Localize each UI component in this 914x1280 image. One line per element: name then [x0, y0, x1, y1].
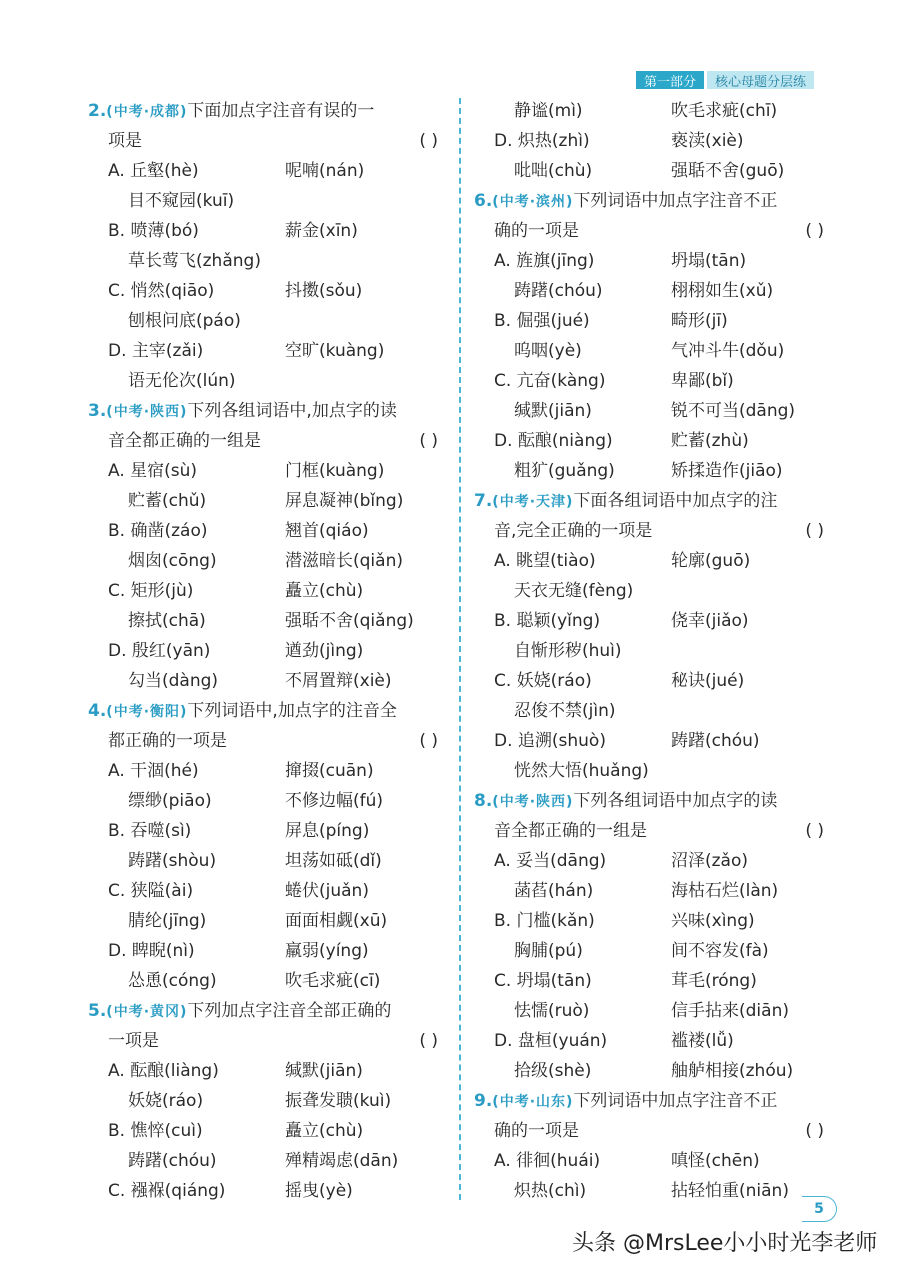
question-stem: 下列词语中加点字注音不正 — [573, 1091, 778, 1111]
option-row — [474, 846, 834, 876]
question-source: (中考·衡阳) — [106, 704, 188, 720]
option-word: 海枯石烂(làn) — [671, 881, 779, 901]
option-word: 贮蓄(chǔ) — [128, 491, 207, 511]
option-row — [474, 276, 834, 306]
option-word: 抖擞(sǒu) — [285, 281, 363, 301]
option-row — [88, 546, 448, 576]
section-header — [636, 70, 826, 90]
option-word: 自惭形秽(huì) — [514, 641, 622, 661]
option-row — [474, 966, 834, 996]
option-word: 吡咄(chù) — [514, 161, 593, 181]
question-number: 8. — [474, 791, 493, 811]
option-row — [88, 786, 448, 816]
option-word: A. 酝酿(liàng) — [108, 1061, 219, 1081]
option-row — [474, 426, 834, 456]
option-word: C. 悄然(qiāo) — [108, 281, 215, 301]
option-row — [474, 876, 834, 906]
option-word: 矫揉造作(jiāo) — [671, 461, 783, 481]
option-word: D. 盘桓(yuán) — [494, 1031, 608, 1051]
option-row — [88, 1146, 448, 1176]
question-stem-line — [474, 816, 834, 846]
option-row — [88, 1116, 448, 1146]
question-stem-line — [88, 96, 448, 126]
option-word: 缥缈(piāo) — [128, 791, 212, 811]
option-word: A. 干涸(hé) — [108, 761, 199, 781]
question-stem-line — [474, 186, 834, 216]
option-word: 蜷伏(juǎn) — [285, 881, 369, 901]
option-row — [88, 306, 448, 336]
question-9 — [474, 1086, 834, 1206]
option-word: 腈纶(jīng) — [128, 911, 207, 931]
option-row — [474, 696, 834, 726]
option-word: 薪金(xīn) — [285, 221, 358, 241]
question-stem: 下列加点字注音全部正确的 — [187, 1001, 392, 1021]
question-stem: 下列各组词语中,加点字的读 — [187, 401, 397, 421]
option-word: A. 星宿(sù) — [108, 461, 198, 481]
page-number: 5 — [802, 1196, 837, 1222]
question-stem: 下列各组词语中加点字的读 — [573, 791, 778, 811]
option-word: 屏息(píng) — [285, 821, 370, 841]
option-word: C. 狭隘(ài) — [108, 881, 194, 901]
question-stem-line — [474, 216, 834, 246]
option-row — [88, 336, 448, 366]
option-row — [88, 516, 448, 546]
option-word: 面面相觑(xū) — [285, 911, 388, 931]
question-stem-line — [88, 726, 448, 756]
option-word: 畸形(jī) — [671, 311, 728, 331]
option-word: B. 倔强(jué) — [494, 311, 590, 331]
question-3 — [88, 396, 448, 696]
question-stem: 下面各组词语中加点字的注 — [573, 491, 778, 511]
question-stem-cont: 都正确的一项是 — [108, 731, 227, 751]
option-row — [474, 126, 834, 156]
option-word: D. 殷红(yān) — [108, 641, 211, 661]
option-word: 气冲斗牛(dǒu) — [671, 341, 785, 361]
question-5 — [88, 996, 448, 1206]
option-word: 轮廓(guō) — [671, 551, 751, 571]
option-word: 沼泽(zǎo) — [671, 851, 749, 871]
answer-blank: ( ) — [419, 731, 438, 751]
question-stem-line — [88, 1026, 448, 1056]
option-row — [474, 726, 834, 756]
answer-blank: ( ) — [805, 521, 824, 541]
option-word: 振聋发聩(kuì) — [285, 1091, 392, 1111]
question-stem: 下列词语中加点字注音不正 — [573, 191, 778, 211]
question-stem-line — [474, 516, 834, 546]
option-word: 吹毛求疵(cī) — [285, 971, 381, 991]
question-number: 5. — [88, 1001, 107, 1021]
option-word: 不修边幅(fú) — [285, 791, 384, 811]
option-word: 潜滋暗长(qiǎn) — [285, 551, 403, 571]
option-word: A. 眺望(tiào) — [494, 551, 596, 571]
option-row — [88, 186, 448, 216]
question-stem-line — [474, 1086, 834, 1116]
option-word: 胸脯(pú) — [514, 941, 583, 961]
option-word: 静谧(mì) — [514, 101, 583, 121]
option-row — [88, 456, 448, 486]
option-row — [474, 366, 834, 396]
option-word: 拈轻怕重(niān) — [671, 1181, 789, 1201]
option-row — [88, 906, 448, 936]
option-word: A. 丘壑(hè) — [108, 161, 199, 181]
option-word: 殚精竭虑(dān) — [285, 1151, 399, 1171]
option-word: 强聒不舍(guō) — [671, 161, 785, 181]
option-word: 坍塌(tān) — [671, 251, 747, 271]
option-word: 烟囱(cōng) — [128, 551, 217, 571]
option-word: 强聒不舍(qiǎng) — [285, 611, 414, 631]
option-word: 吹毛求疵(chī) — [671, 101, 778, 121]
question-source: (中考·陕西) — [106, 404, 188, 420]
option-word: 缄默(jiān) — [285, 1061, 363, 1081]
question-stem-cont: 项是 — [108, 131, 142, 151]
option-row — [88, 1086, 448, 1116]
question-source: (中考·成都) — [106, 104, 188, 120]
right-column — [474, 96, 834, 1206]
option-row — [474, 246, 834, 276]
option-word: 缄默(jiān) — [514, 401, 592, 421]
question-6 — [474, 186, 834, 486]
option-word: 信手拈来(diān) — [671, 1001, 789, 1021]
question-stem-cont: 音全都正确的一组是 — [494, 821, 647, 841]
option-word: A. 旌旗(jīng) — [494, 251, 595, 271]
option-word: 菡萏(hán) — [514, 881, 594, 901]
option-row — [88, 366, 448, 396]
question-source: (中考·黄冈) — [106, 1004, 188, 1020]
question-stem: 下列词语中,加点字的注音全 — [187, 701, 397, 721]
option-word: 亵渎(xiè) — [671, 131, 744, 151]
option-row — [474, 336, 834, 366]
option-row — [474, 1026, 834, 1056]
option-word: C. 亢奋(kàng) — [494, 371, 606, 391]
option-word: 刨根问底(páo) — [128, 311, 241, 331]
option-word: C. 矩形(jù) — [108, 581, 194, 601]
option-word: 撺掇(cuān) — [285, 761, 374, 781]
option-row — [88, 606, 448, 636]
option-word: 草长莺飞(zhǎng) — [128, 251, 261, 271]
option-row — [474, 666, 834, 696]
option-word: 间不容发(fà) — [671, 941, 769, 961]
option-row — [88, 846, 448, 876]
option-row — [88, 1176, 448, 1206]
option-word: 目不窥园(kuī) — [128, 191, 235, 211]
option-word: 屏息凝神(bǐng) — [285, 491, 404, 511]
question-source: (中考·天津) — [492, 494, 574, 510]
option-row — [474, 1176, 834, 1206]
question-stem-line — [88, 696, 448, 726]
option-word: A. 妥当(dāng) — [494, 851, 607, 871]
question-4 — [88, 696, 448, 996]
question-7 — [474, 486, 834, 786]
question-stem-cont: 确的一项是 — [494, 1121, 579, 1141]
option-word: 坦荡如砥(dǐ) — [285, 851, 382, 871]
option-row — [474, 96, 834, 126]
option-word: 踌躇(chóu) — [671, 731, 760, 751]
option-row — [474, 576, 834, 606]
option-word: 矗立(chù) — [285, 581, 364, 601]
option-word: 嗔怪(chēn) — [671, 1151, 760, 1171]
option-word: B. 吞噬(sì) — [108, 821, 192, 841]
option-word: A. 徘徊(huái) — [494, 1151, 601, 1171]
option-word: 踌躇(chóu) — [128, 1151, 217, 1171]
option-word: C. 妖娆(ráo) — [494, 671, 592, 691]
answer-blank: ( ) — [805, 1121, 824, 1141]
question-stem-cont: 音,完全正确的一项是 — [494, 521, 653, 541]
option-word: D. 酝酿(niàng) — [494, 431, 613, 451]
option-word: 卑鄙(bǐ) — [671, 371, 734, 391]
option-word: D. 炽热(zhì) — [494, 131, 590, 151]
option-row — [88, 576, 448, 606]
option-row — [88, 486, 448, 516]
question-stem-line — [88, 126, 448, 156]
option-word: 羸弱(yíng) — [285, 941, 369, 961]
option-word: 栩栩如生(xǔ) — [671, 281, 774, 301]
watermark: 头条 @MrsLee小小时光李老师 — [572, 1231, 878, 1256]
question-number: 6. — [474, 191, 493, 211]
option-word: 怂恿(cóng) — [128, 971, 217, 991]
option-word: B. 门槛(kǎn) — [494, 911, 595, 931]
option-row — [474, 606, 834, 636]
option-word: 茸毛(róng) — [671, 971, 757, 991]
option-word: 侥幸(jiǎo) — [671, 611, 749, 631]
question-number: 9. — [474, 1091, 493, 1111]
option-word: 踌躇(chóu) — [514, 281, 603, 301]
option-row — [88, 966, 448, 996]
option-row — [88, 636, 448, 666]
question-stem: 下面加点字注音有误的一 — [187, 101, 375, 121]
question-stem-cont: 一项是 — [108, 1031, 159, 1051]
option-row — [88, 666, 448, 696]
question-source: (中考·滨州) — [492, 194, 574, 210]
option-row — [474, 936, 834, 966]
option-row — [474, 1056, 834, 1086]
question-number: 4. — [88, 701, 107, 721]
question-stem-cont: 确的一项是 — [494, 221, 579, 241]
option-row — [474, 396, 834, 426]
answer-blank: ( ) — [805, 221, 824, 241]
option-word: 门框(kuàng) — [285, 461, 385, 481]
option-word: 勾当(dàng) — [128, 671, 219, 691]
question-2 — [88, 96, 448, 396]
option-word: 语无伦次(lún) — [128, 371, 236, 391]
option-row — [88, 756, 448, 786]
option-word: 兴味(xìng) — [671, 911, 755, 931]
option-word: B. 憔悴(cuì) — [108, 1121, 203, 1141]
option-word: 炽热(chì) — [514, 1181, 587, 1201]
option-word: 遒劲(jìng) — [285, 641, 364, 661]
option-word: 空旷(kuàng) — [285, 341, 385, 361]
option-word: 忍俊不禁(jìn) — [514, 701, 616, 721]
option-row — [474, 456, 834, 486]
option-word: B. 聪颖(yǐng) — [494, 611, 601, 631]
column-divider — [459, 98, 461, 1200]
question-stem-line — [474, 486, 834, 516]
question-number: 7. — [474, 491, 493, 511]
question-stem-cont: 音全都正确的一组是 — [108, 431, 261, 451]
header-part-label: 第一部分 — [636, 71, 704, 89]
option-row — [88, 876, 448, 906]
option-word: C. 坍塌(tān) — [494, 971, 592, 991]
option-row — [474, 156, 834, 186]
question-number: 3. — [88, 401, 107, 421]
option-word: 擦拭(chā) — [128, 611, 206, 631]
option-row — [88, 156, 448, 186]
option-row — [88, 1056, 448, 1086]
option-row — [88, 216, 448, 246]
question-8 — [474, 786, 834, 1086]
answer-blank: ( ) — [805, 821, 824, 841]
question-stem-line — [88, 426, 448, 456]
option-word: 褴褛(lǚ) — [671, 1031, 734, 1051]
option-word: 天衣无缝(fèng) — [514, 581, 634, 601]
option-word: 锐不可当(dāng) — [671, 401, 796, 421]
header-section-label: 核心母题分层练 — [707, 71, 814, 89]
option-word: 秘诀(jué) — [671, 671, 745, 691]
option-row — [88, 276, 448, 306]
answer-blank: ( ) — [419, 131, 438, 151]
option-row — [474, 1146, 834, 1176]
option-word: 贮蓄(zhù) — [671, 431, 749, 451]
option-word: 不屑置辩(xiè) — [285, 671, 392, 691]
option-word: B. 确凿(záo) — [108, 521, 208, 541]
option-word: 踌躇(shòu) — [128, 851, 217, 871]
option-row — [88, 816, 448, 846]
question-number: 2. — [88, 101, 107, 121]
option-word: 摇曳(yè) — [285, 1181, 353, 1201]
option-row — [474, 906, 834, 936]
option-word: D. 睥睨(nì) — [108, 941, 195, 961]
option-word: 妖娆(ráo) — [128, 1091, 204, 1111]
answer-blank: ( ) — [419, 1031, 438, 1051]
question-source: (中考·陕西) — [492, 794, 574, 810]
option-word: 呢喃(nán) — [285, 161, 365, 181]
option-word: 粗犷(guǎng) — [514, 461, 615, 481]
option-word: 拾级(shè) — [514, 1061, 592, 1081]
option-row — [474, 306, 834, 336]
option-row — [474, 546, 834, 576]
option-word: 矗立(chù) — [285, 1121, 364, 1141]
left-column — [88, 96, 448, 1206]
option-word: 翘首(qiáo) — [285, 521, 369, 541]
question-stem-line — [88, 396, 448, 426]
option-word: C. 襁褓(qiáng) — [108, 1181, 226, 1201]
option-row — [88, 246, 448, 276]
answer-blank: ( ) — [419, 431, 438, 451]
question-stem-line — [474, 1116, 834, 1146]
option-word: D. 主宰(zǎi) — [108, 341, 204, 361]
option-word: 呜咽(yè) — [514, 341, 582, 361]
option-word: 舳舻相接(zhóu) — [671, 1061, 794, 1081]
option-word: B. 喷薄(bó) — [108, 221, 199, 241]
option-row — [474, 756, 834, 786]
question-source: (中考·山东) — [492, 1094, 574, 1110]
question-stem-line — [88, 996, 448, 1026]
option-row — [88, 936, 448, 966]
option-row — [474, 996, 834, 1026]
option-word: 恍然大悟(huǎng) — [514, 761, 649, 781]
option-word: 怯懦(ruò) — [514, 1001, 590, 1021]
option-word: D. 追溯(shuò) — [494, 731, 606, 751]
question-5-continued — [474, 96, 834, 186]
question-stem-line — [474, 786, 834, 816]
option-row — [474, 636, 834, 666]
